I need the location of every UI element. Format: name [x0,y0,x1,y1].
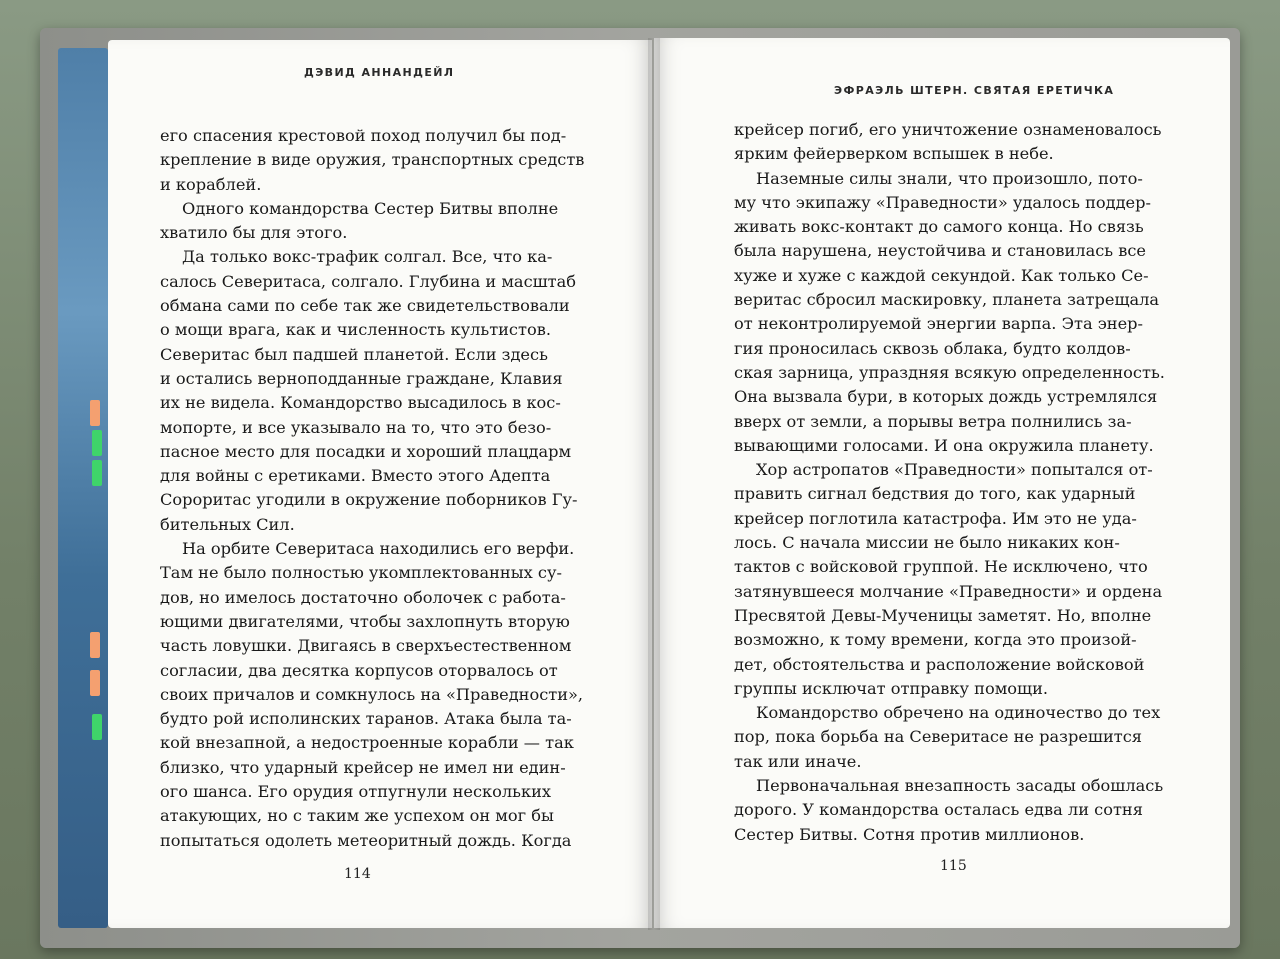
text-line: живать вокс-контакт до самого конца. Но связь [734,217,1144,237]
bookmark-tab [92,714,102,740]
text-line: Пресвятой Девы-Мученицы заметят. Но, вполне [734,605,1152,625]
right-page [654,38,1230,928]
text-line: му что экипажу «Праведности» удалось поддер- [734,192,1151,212]
text-line: бительных Сил. [160,514,295,534]
text-line: Первоначальная внезапность засады обошлась [756,776,1164,796]
text-line: крейсер погиб, его уничтожение ознаменовалось [734,120,1162,139]
text-line: править сигнал бедствия до того, как ударный [734,484,1136,504]
text-line: Она вызвала бури, в которых дождь устремлялся [734,387,1158,407]
text-line: крейсер поглотила катастрофа. Им это не уда- [734,508,1137,528]
text-line: так или иначе. [734,751,862,771]
text-line: гия проносилась сквозь облака, будто колдов- [734,338,1131,358]
text-line: о мощи врага, как и численность культистов. [160,320,551,340]
text-line: пор, пока борьба на Северитасе не разрешится [734,727,1143,747]
bookmark-tab [90,400,100,426]
text-line: На орбите Северитаса находились его верфи. [182,539,575,559]
page-number-left: 114 [344,866,371,882]
text-line: Там не было полностью укомплектованных су- [160,563,562,583]
text-line: Одного командорства Сестер Битвы вполне [182,198,559,218]
text-line: Наземные силы знали, что произошло, пото- [756,168,1143,188]
text-line: вверх от земли, а порывы ветра полнились за- [734,411,1132,431]
text-line: крепление в виде оружия, транспортных средств [160,150,585,170]
text-line: своих причалов и сомкнулось на «Праведности», [160,684,584,704]
text-line: согласии, два десятка корпусов оторвалось от [160,660,558,680]
running-header-right: ЭФРАЭЛЬ ШТЕРН. СВЯТАЯ ЕРЕТИЧКА [834,84,1115,97]
text-line: вывающими голосами. И она окружила планету. [734,435,1154,455]
text-line: лось. С начала миссии не было никаких кон- [734,533,1120,553]
text-line: ская зарница, упраздняя всякую определенность. [734,362,1165,382]
text-line: ярким фейерверком вспышек в небе. [734,144,1054,164]
text-line: будто рой исполинских таранов. Атака была та- [160,709,572,729]
bookmark-tab [92,460,102,486]
text-line: ого шанса. Его орудия отпугнули нескольких [160,782,552,802]
text-line: салось Северитаса, солгало. Глубина и масштаб [160,271,577,291]
text-line: возможно, к тому времени, когда это произой- [734,630,1137,650]
running-header-left: ДЭВИД АННАНДЕЙЛ [304,66,455,79]
text-line: для войны с еретиками. Вместо этого Адепта [160,466,551,486]
text-line: Сестер Битвы. Сотня против миллионов. [734,824,1085,844]
text-line: мопорте, и все указывало на то, что это безо- [160,417,552,437]
text-line: и кораблей. [160,174,262,194]
text-line: Северитас был падшей планетой. Если здесь [160,344,548,364]
text-line: Да только вокс-трафик солгал. Все, что ка- [182,247,553,267]
text-line: затянувшееся молчание «Праведности» и ордена [734,581,1163,601]
left-page-text [160,124,630,853]
text-line: близко, что ударный крейсер не имел ни един- [160,757,566,777]
text-line: хуже и хуже с каждой секундой. Как только Се- [734,265,1149,285]
page-number-right: 115 [940,858,967,874]
text-line: Хор астропатов «Праведности» попытался от- [756,460,1153,480]
text-line: хватило бы для этого. [160,223,348,243]
text-line: Сороритас угодили в окружение поборников Гу- [160,490,578,510]
text-line: Командорство обречено на одиночество до тех [756,703,1161,723]
book-gutter [648,38,660,930]
text-line: была нарушена, неустойчива и становилась все [734,241,1147,261]
text-line: часть ловушки. Двигаясь в сверхъестественном [160,636,572,656]
text-line: от неконтролируемой энергии варпа. Эта энер- [734,314,1144,334]
text-line: дорого. У командорства осталась едва ли сотня [734,800,1143,820]
text-line: атакующих, но с таким же успехом он мог бы [160,806,554,826]
text-line: их не видела. Командорство высадилось в кос- [160,393,561,413]
text-line: дет, обстоятельства и расположение войсковой [734,654,1145,674]
bookmark-tab [90,632,100,658]
text-line: и остались верноподданные граждане, Клавия [160,368,563,388]
text-line: кой внезапной, а недостроенные корабли — так [160,733,574,753]
book-cover-edge [58,48,108,928]
text-line: пасное место для посадки и хороший плацдарм [160,441,572,461]
text-line: попытаться одолеть метеоритный дождь. Когда [160,830,572,850]
bookmark-tab [90,670,100,696]
text-line: веритас сбросил маскировку, планета затрещала [734,290,1160,310]
text-line: ющими двигателями, чтобы захлопнуть вторую [160,611,570,631]
text-line: дов, но имелось достаточно оболочек с работа- [160,587,566,607]
text-line: обмана сами по себе так же свидетельствовали [160,296,570,316]
left-page [108,40,652,928]
text-line: группы исключат отправку помощи. [734,678,1049,698]
text-line: тактов с войсковой группой. Не исключено, что [734,557,1148,577]
right-page-text [734,118,1190,847]
bookmark-tab [92,430,102,456]
text-line: его спасения крестовой поход получил бы под- [160,126,567,145]
